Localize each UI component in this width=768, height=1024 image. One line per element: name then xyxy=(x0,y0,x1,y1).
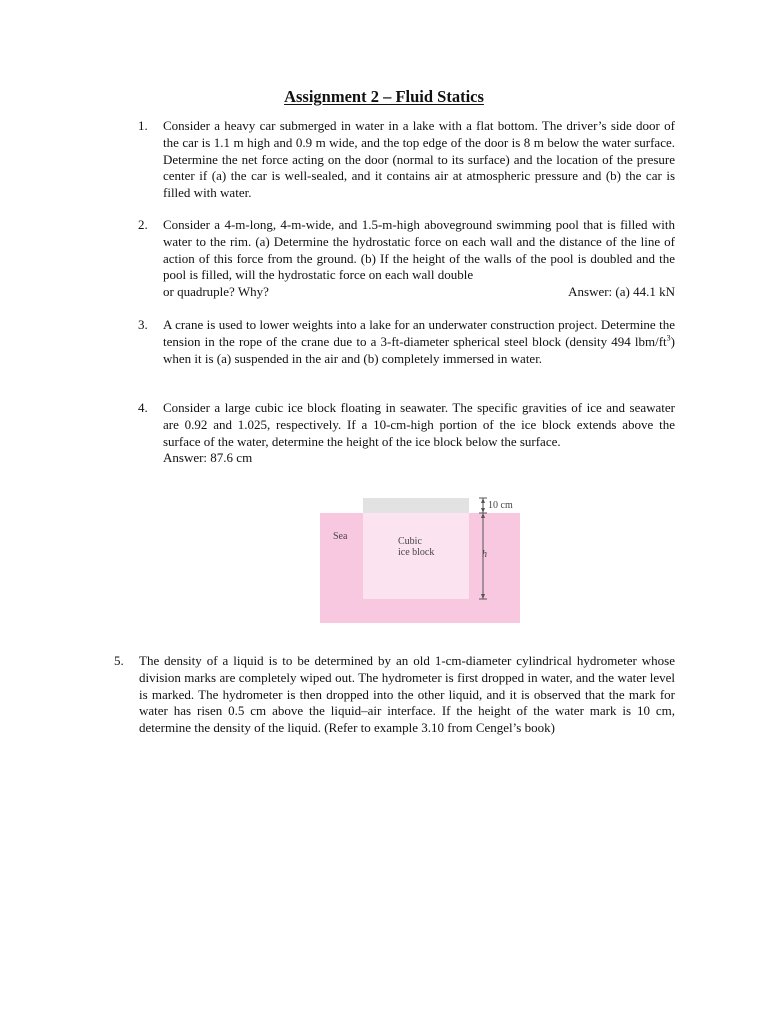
arrowhead xyxy=(481,498,485,503)
problem-1 xyxy=(138,118,675,202)
problem-body xyxy=(163,217,675,301)
problem-number: 1. xyxy=(138,118,148,133)
problem-body xyxy=(163,400,675,467)
problem-text-part-2: ) when it is (a) suspended in the air and (b) completely immersed in water. xyxy=(163,333,675,366)
problem-text: Consider a heavy car submerged in water in a lake with a flat bottom. The driver’s side door of the car is 1.1 m high and 0.9 m wide, and the top edge of the door is 8 m below the water surface. Determine the net force acting on the door (normal to its surface) and the location of the presure center if (a) the car is well-sealed, and it contains air at atmospheric pressure and (b) the car is filled with water. xyxy=(163,118,675,201)
arrowhead xyxy=(481,508,485,513)
problem-4 xyxy=(138,400,675,467)
title-text: Assignment 2 – Fluid Statics xyxy=(284,87,484,106)
problem-5 xyxy=(114,653,675,737)
problem-number: 2. xyxy=(138,217,148,232)
problem-3 xyxy=(138,317,675,367)
problem-answer: Answer: 87.6 cm xyxy=(163,450,253,466)
problem-text: Consider a 4-m-long, 4-m-wide, and 1.5-m-high aboveground swimming pool that is filled with water to the rim. (a) Determine the hydrostatic force on each wall and the distance of the line of action of this force from the ground. (b) If the height of the walls of the pool is doubled and the pool is filled, will the hydrostatic force on each wall double xyxy=(163,217,675,283)
ice-block-above-water xyxy=(363,498,469,513)
problem-number: 5. xyxy=(114,653,124,668)
ice-block-diagram xyxy=(316,490,526,635)
page-title xyxy=(0,87,768,107)
problem-text-part-1: A crane is used to lower weights into a lake for an underwater construction project. Determine the tension in the rope of the crane due to a 3-ft-diameter spherical steel block (density 494 lbm/ft xyxy=(163,317,675,349)
problem-2 xyxy=(138,217,675,301)
answer-row xyxy=(163,284,675,301)
problem-number: 4. xyxy=(138,400,148,415)
problem-last-line: or quadruple? Why? xyxy=(163,284,269,300)
block-label-line-2: ice block xyxy=(398,547,435,558)
dimension-h-label: h xyxy=(482,549,487,560)
problem-text: The density of a liquid is to be determined by an old 1-cm-diameter cylindrical hydrometer whose division marks are completely wiped out. The hydrometer is first dropped in water, and the water level is marked. The hydrometer is then dropped into the other liquid, and it is observed that the mark for water has risen 0.5 cm above the liquid–air interface. If the height of the water mark is 10 cm, determine the density of the liquid. (Refer to example 3.10 from Cengel’s book) xyxy=(139,653,675,736)
problem-number: 3. xyxy=(138,317,148,332)
dimension-10cm-label: 10 cm xyxy=(488,500,513,511)
superscript: 3 xyxy=(666,333,671,343)
problem-text: Consider a large cubic ice block floating in seawater. The specific gravities of ice and seawater are 0.92 and 1.025, respectively. If a 10-cm-high portion of the ice block extends above the surface of the water, determine the height of the ice block below the surface. xyxy=(163,400,675,449)
problem-text xyxy=(163,317,675,367)
sea-label: Sea xyxy=(333,531,348,542)
problem-answer: Answer: (a) 44.1 kN xyxy=(568,284,675,300)
ice-block-figure xyxy=(316,490,526,635)
block-label-line-1: Cubic xyxy=(398,536,422,547)
